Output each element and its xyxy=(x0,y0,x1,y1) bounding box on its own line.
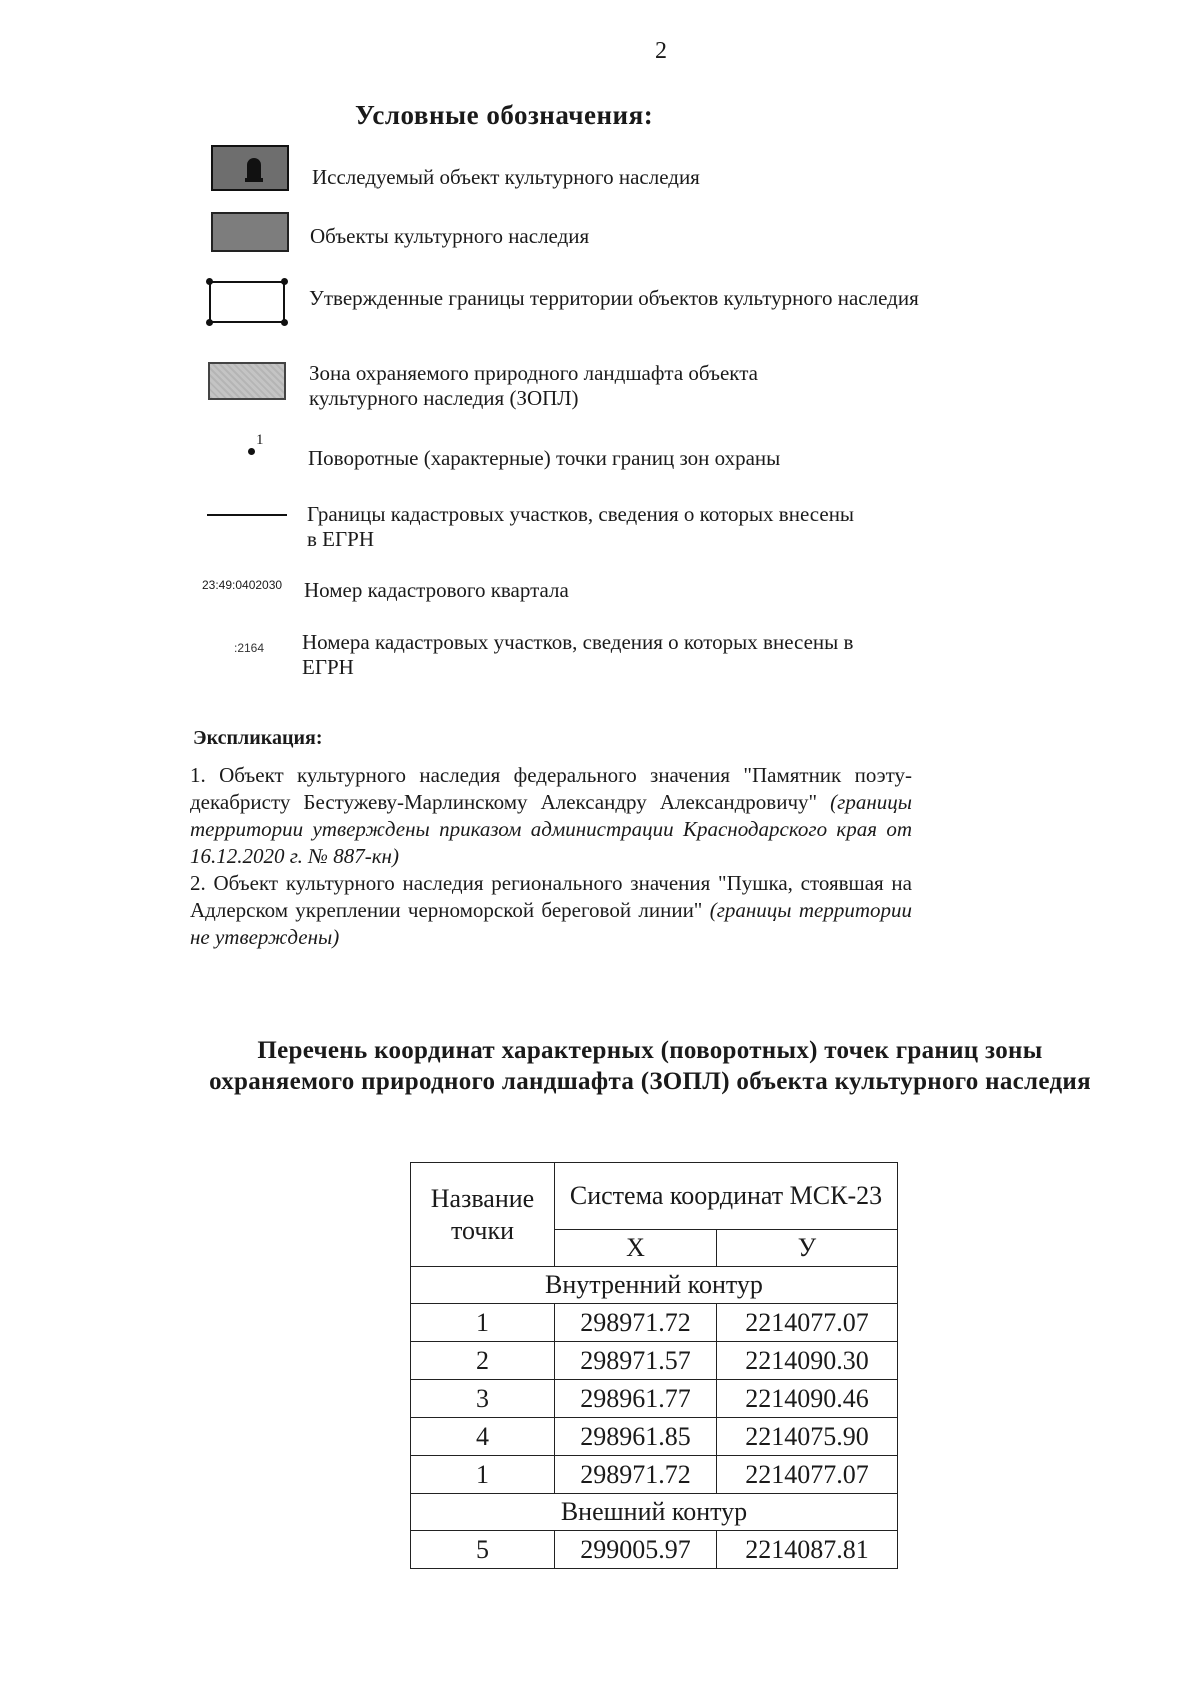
table-row xyxy=(411,1304,898,1342)
header-point-name: Название точки xyxy=(411,1163,555,1267)
point-y: 2214087.81 xyxy=(717,1531,898,1569)
table-row xyxy=(411,1531,898,1569)
legend-text-cadastral-parcels: Номера кадастровых участков, сведения о которых внесены в ЕГРН xyxy=(302,630,854,679)
heritage-object-swatch xyxy=(211,212,289,252)
cadastral-line-symbol xyxy=(207,514,287,516)
point-x: 298961.85 xyxy=(555,1418,717,1456)
zopl-swatch xyxy=(208,362,286,400)
header-x: Х xyxy=(555,1230,717,1267)
explication-item-2-text: 2. Объект культурного наследия регионального значения "Пушка, стоявшая на Адлерском укреплении черноморской береговой линии" xyxy=(190,871,912,922)
turning-point-number: 1 xyxy=(256,432,264,448)
explication-item-1 xyxy=(190,762,912,870)
coords-table xyxy=(410,1162,898,1569)
point-name: 1 xyxy=(411,1304,555,1342)
inner-contour-label: Внутренний контур xyxy=(411,1267,898,1304)
point-x: 298971.72 xyxy=(555,1456,717,1494)
point-name: 3 xyxy=(411,1380,555,1418)
explication-item-1-text: 1. Объект культурного наследия федерального значения "Памятник поэту-декабристу Бестужеву-Марлинскому Александру Александровичу" xyxy=(190,763,912,814)
point-y: 2214090.30 xyxy=(717,1342,898,1380)
table-row xyxy=(411,1342,898,1380)
point-y: 2214075.90 xyxy=(717,1418,898,1456)
page-number: 2 xyxy=(655,38,667,64)
point-y: 2214077.07 xyxy=(717,1304,898,1342)
table-row xyxy=(411,1418,898,1456)
legend-text-heritage-objects: Объекты культурного наследия xyxy=(310,224,590,248)
point-x: 298961.77 xyxy=(555,1380,717,1418)
cadastral-parcel-label: :2164 xyxy=(234,641,265,655)
cadastral-quarter-label: 23:49:0402030 xyxy=(202,578,283,592)
point-x: 299005.97 xyxy=(555,1531,717,1569)
point-name: 5 xyxy=(411,1531,555,1569)
legend-text-investigated-object: Исследуемый объект культурного наследия xyxy=(312,165,700,189)
approved-boundary-symbol xyxy=(209,281,285,323)
turning-point-symbol xyxy=(246,434,276,464)
table-row xyxy=(411,1456,898,1494)
point-x: 298971.72 xyxy=(555,1304,717,1342)
table-row xyxy=(411,1380,898,1418)
legend-title: Условные обозначения: xyxy=(355,100,654,130)
legend-text-approved-boundaries: Утвержденные границы территории объектов культурного наследия xyxy=(309,286,919,310)
legend-text-cadastral-boundaries: Границы кадастровых участков, сведения о которых внесены в ЕГРН xyxy=(307,502,855,551)
coords-table-title: Перечень координат характерных (поворотных) точек границ зоны охраняемого природного ландшафта (ЗОПЛ) объекта культурного наследия xyxy=(209,1037,1091,1095)
legend-text-zopl: Зона охраняемого природного ландшафта объекта культурного наследия (ЗОПЛ) xyxy=(309,361,758,410)
point-x: 298971.57 xyxy=(555,1342,717,1380)
legend-text-turning-points: Поворотные (характерные) точки границ зон охраны xyxy=(308,446,781,470)
investigated-object-icon xyxy=(211,145,289,191)
point-name: 4 xyxy=(411,1418,555,1456)
explication-item-2-note: (границы территории не утверждены) xyxy=(190,898,912,949)
point-y: 2214077.07 xyxy=(717,1456,898,1494)
explication-item-1-note: (границы территории утверждены приказом администрации Краснодарского края от 16.12.2020 г. № 887-кн) xyxy=(190,790,912,868)
legend-text-cadastral-quarter: Номер кадастрового квартала xyxy=(304,578,569,602)
point-y: 2214090.46 xyxy=(717,1380,898,1418)
header-coordinate-system: Система координат МСК-23 xyxy=(555,1163,898,1230)
point-name: 2 xyxy=(411,1342,555,1380)
point-name: 1 xyxy=(411,1456,555,1494)
explication-title: Экспликация: xyxy=(193,727,323,749)
explication-item-2 xyxy=(190,870,912,951)
header-y: У xyxy=(717,1230,898,1267)
outer-contour-label: Внешний контур xyxy=(411,1494,898,1531)
